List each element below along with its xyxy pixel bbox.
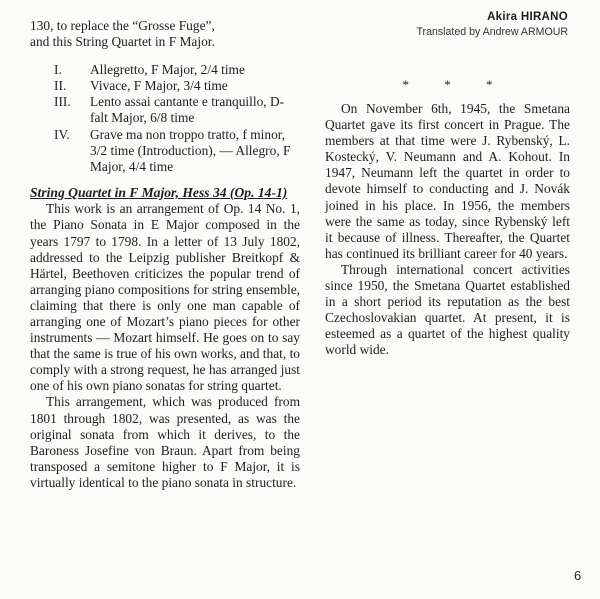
right-column: [325, 10, 570, 359]
movement-number: I.: [54, 62, 62, 78]
movement-text: Allegretto, F Major, 2/4 time: [90, 62, 245, 78]
movement-item: [30, 127, 300, 175]
movement-number: III.: [54, 94, 71, 110]
movement-list: [30, 62, 300, 175]
intro-line: 130, to replace the “Grosse Fuge”,: [30, 18, 215, 33]
body-paragraph: On November 6th, 1945, the Smetana Quartet gave its first concert in Prague. The members at that time were J. Rybenský, L. Kostecký, V. Neumann and A. Kohout. In 1947, Neumann left the quartet in order to devote himself to conducting and J. Novák joined in his place. In 1956, the members were the same as today, since Rybenský left it because of illness. Thereafter, the Quartet has continued its brilliant career for 40 years.: [325, 101, 570, 261]
section-heading: String Quartet in F Major, Hess 34 (Op. 14-1): [30, 184, 288, 200]
movement-number: IV.: [54, 126, 70, 142]
movement-item: [30, 62, 300, 78]
body-paragraph: Through international concert activities since 1950, the Smetana Quartet established in a short period its reputation as the best Czechoslovakian quartet. At present, it is esteemed as a quartet of the highest quality world wide.: [325, 261, 570, 358]
translator-credit: Translated by Andrew ARMOUR: [416, 26, 568, 38]
movement-text: Lento assai cantante e tranquillo, D-falt Major, 6/8 time: [90, 94, 285, 126]
body-paragraph: This arrangement, which was produced from 1801 through 1802, was presented, as was the original sonata from which it derives, to the Baroness Josefine von Braun. Apart from being transposed a semitone higher to F Major, it is virtually identical to the piano sonata in structure.: [30, 394, 300, 490]
movement-text: Grave ma non troppo tratto, f minor, 3/2 time (Introduction), — Allegro, F Major, 4/4 time: [90, 126, 291, 174]
page-number: 6: [574, 568, 582, 583]
section-divider-asterisks: * * *: [402, 77, 509, 92]
movement-item: [30, 94, 300, 126]
movement-text: Vivace, F Major, 3/4 time: [90, 78, 228, 94]
movement-item: [30, 78, 300, 94]
left-column: [30, 18, 300, 491]
body-paragraph: This work is an arrangement of Op. 14 No. 1, the Piano Sonata in E Major composed in the years 1797 to 1798. In a letter of 13 July 1802, addressed to the Leipzig publisher Breitkopf & Härtel, Beethoven criticizes the popular trend of arranging piano compositions for string ensemble, claiming that there is only one man capable of arranging one of Mozart’s piano pieces for other instruments — Mozart himself. He goes on to say that the same is true of his own works, and that, to comply with a strong request, he has arranged just one of his own piano sonatas for string quartet.: [30, 201, 300, 394]
author-name: Akira HIRANO: [487, 11, 568, 23]
movement-number: II.: [54, 78, 67, 94]
intro-line: and this String Quartet in F Major.: [30, 34, 215, 50]
byline: [325, 10, 570, 39]
